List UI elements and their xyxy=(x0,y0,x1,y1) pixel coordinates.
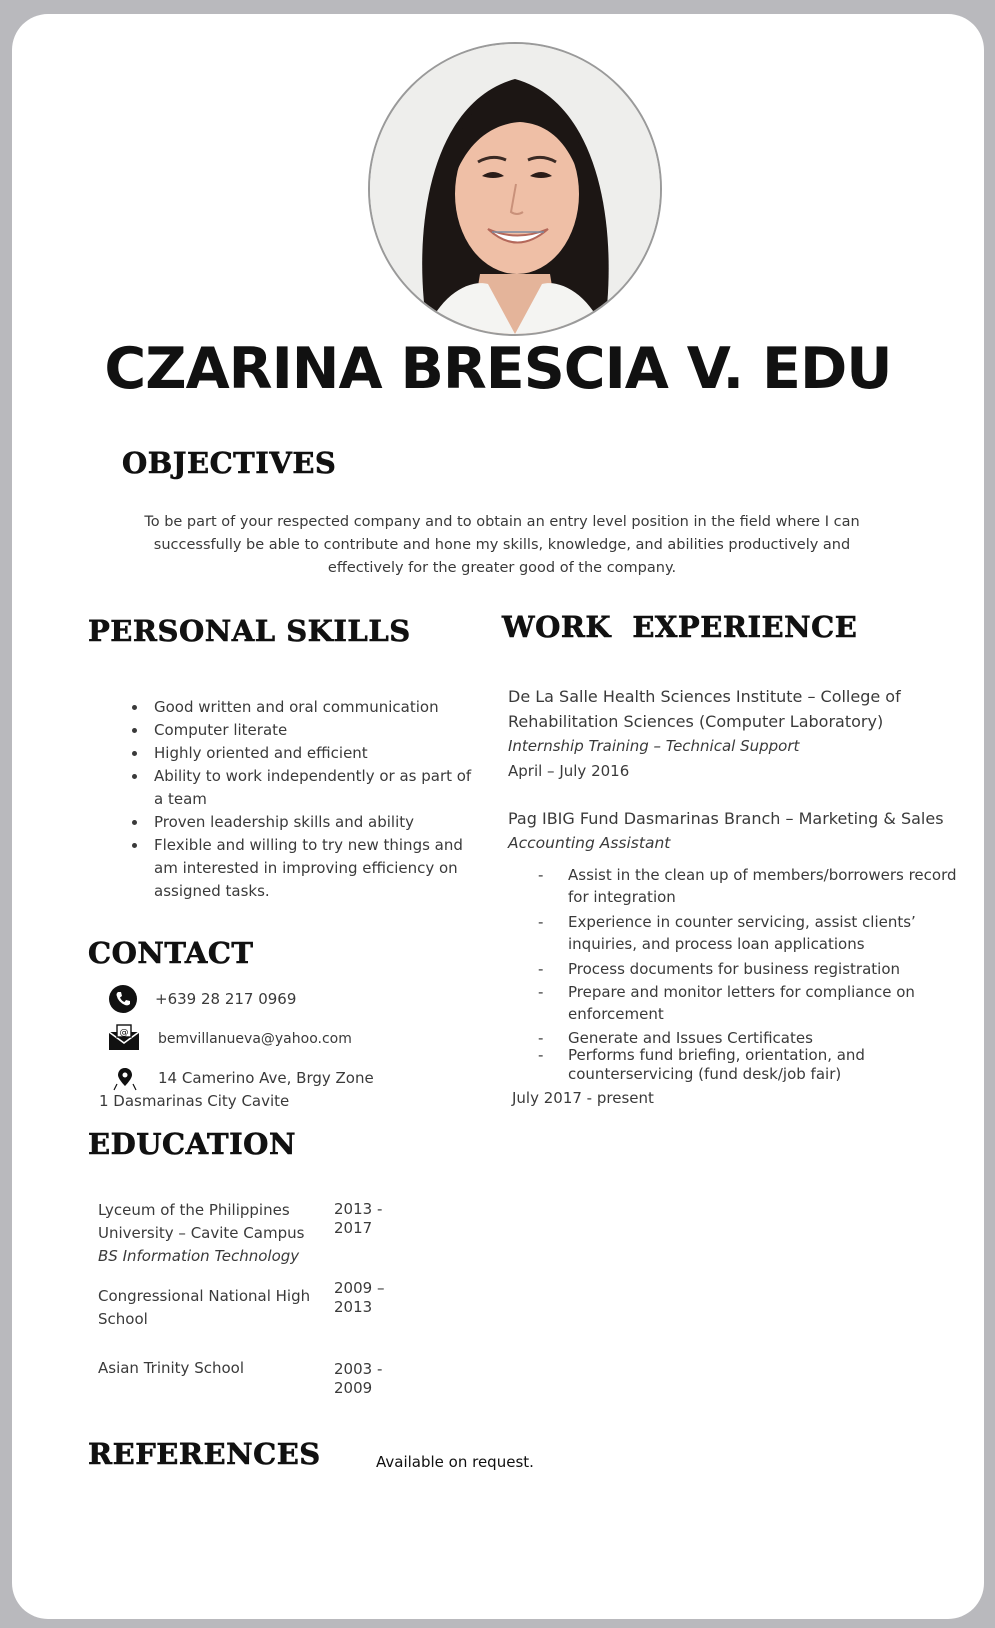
list-item: • Flexible and willing to try new things and am interested in improving efficiency on assigned tasks. xyxy=(148,834,478,903)
skills-list xyxy=(124,696,478,903)
education-item xyxy=(98,1357,244,1380)
education-school: Lyceum of the Philippines xyxy=(98,1201,290,1219)
work-duty-text: Experience in counter servicing, assist clients’ inquiries, and process loan applications xyxy=(568,913,916,953)
list-item: • Computer literate xyxy=(148,719,478,742)
work-dates: July 2017 - present xyxy=(512,1089,654,1107)
education-school: University – Cavite Campus xyxy=(98,1224,305,1242)
work-duty: - Prepare and monitor letters for compliance on enforcement xyxy=(538,981,968,1025)
svg-text:@: @ xyxy=(119,1028,129,1038)
mail-icon xyxy=(107,1024,141,1052)
candidate-name: CZARINA BRESCIA V. EDU xyxy=(104,336,892,402)
contact-heading: CONTACT xyxy=(88,936,254,970)
work-job xyxy=(508,684,901,784)
education-years xyxy=(334,1360,382,1398)
education-item xyxy=(98,1199,304,1268)
contact-email: bemvillanueva@yahoo.com xyxy=(158,1031,352,1047)
education-year-start: 2013 - xyxy=(334,1200,383,1218)
education-school: Congressional National High xyxy=(98,1287,311,1305)
work-duty-text: Process documents for business registration xyxy=(568,960,901,978)
work-duty: - Performs fund briefing, orientation, and counterservicing (fund desk/job fair) xyxy=(538,1046,968,1084)
references-heading: REFERENCES xyxy=(88,1437,321,1471)
work-duty-text: Performs fund briefing, orientation, and counterservicing (fund desk/job fair) xyxy=(568,1046,865,1083)
education-years xyxy=(334,1279,384,1317)
education-years xyxy=(334,1200,382,1238)
references-text: Available on request. xyxy=(376,1453,534,1471)
objectives-text: To be part of your respected company and to obtain an entry level position in the field where I can successfully be able to contribute and hone my skills, knowledge, and abilities productively and effectively for the greater good of the company. xyxy=(144,514,860,576)
work-company: Pag IBIG Fund Dasmarinas Branch – Marketing & Sales xyxy=(508,809,944,828)
work-duty-text: Prepare and monitor letters for compliance on enforcement xyxy=(568,983,915,1023)
list-item: • Ability to work independently or as part of a team xyxy=(148,765,478,811)
work-company: De La Salle Health Sciences Institute – College of xyxy=(508,687,901,706)
phone-icon xyxy=(108,984,138,1014)
contact-phone: +639 28 217 0969 xyxy=(155,990,297,1008)
objectives-heading: OBJECTIVES xyxy=(122,446,337,480)
list-item: • Highly oriented and efficient xyxy=(148,742,478,765)
education-item xyxy=(98,1285,310,1331)
work-experience-heading: WORK EXPERIENCE xyxy=(502,610,858,644)
work-duty: - Assist in the clean up of members/borrowers record for integration xyxy=(538,864,968,908)
work-duty: - Generate and Issues Certificates xyxy=(538,1027,968,1049)
education-year-end: 2017 xyxy=(334,1219,373,1237)
work-duty: - Process documents for business registration xyxy=(538,958,968,980)
location-pin-icon xyxy=(110,1066,140,1092)
work-role: Internship Training – Technical Support xyxy=(508,737,800,755)
profile-portrait-illustration xyxy=(370,44,660,334)
profile-photo xyxy=(368,42,662,336)
work-dates: April – July 2016 xyxy=(508,762,630,780)
education-heading: EDUCATION xyxy=(88,1127,296,1161)
education-year-end: 2009 xyxy=(334,1379,373,1397)
education-year-start: 2003 - xyxy=(334,1360,383,1378)
education-year-start: 2009 – xyxy=(334,1279,385,1297)
work-duty-text: Generate and Issues Certificates xyxy=(568,1029,813,1047)
education-school: Asian Trinity School xyxy=(98,1359,245,1377)
contact-address-line1: 14 Camerino Ave, Brgy Zone xyxy=(158,1069,374,1087)
work-role: Accounting Assistant xyxy=(508,834,671,852)
education-school: School xyxy=(98,1310,148,1328)
education-year-end: 2013 xyxy=(334,1298,373,1316)
list-item: • Proven leadership skills and ability xyxy=(148,811,478,834)
resume-page xyxy=(12,14,984,1619)
list-item: • Good written and oral communication xyxy=(148,696,478,719)
work-company: Rehabilitation Sciences (Computer Laboratory) xyxy=(508,712,884,731)
personal-skills-heading: PERSONAL SKILLS xyxy=(88,614,411,648)
work-job xyxy=(508,806,944,856)
work-duty-text: Assist in the clean up of members/borrowers record for integration xyxy=(568,866,957,906)
contact-address-line2: 1 Dasmarinas City Cavite xyxy=(99,1092,290,1110)
work-duty: - Experience in counter servicing, assist clients’ inquiries, and process loan applications xyxy=(538,911,968,955)
education-degree: BS Information Technology xyxy=(98,1247,300,1265)
